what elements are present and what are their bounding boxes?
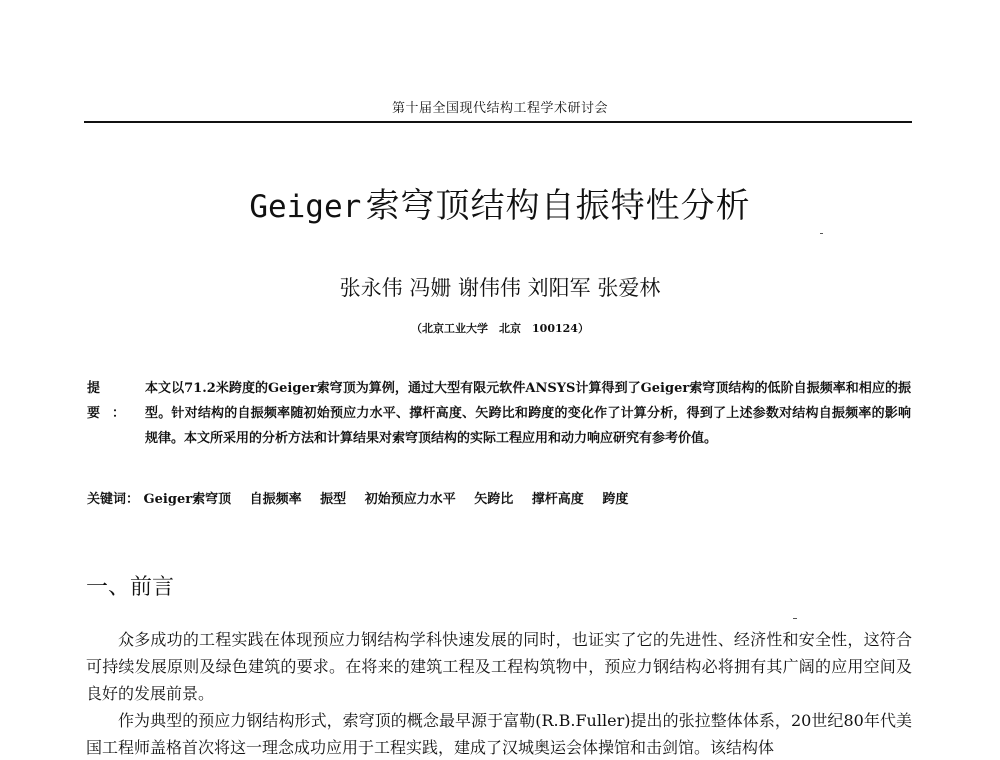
- header-rule: [84, 121, 912, 123]
- keyword: 自振频率: [249, 492, 302, 507]
- paper-title: [0, 178, 1000, 227]
- abstract-body: 本文以71.2米跨度的Geiger索穹顶为算例，通过大型有限元软件ANSYS计算得到了Geiger索穹顶结构的低阶自振频率和相应的振型。针对结构的自振频率随初始预应力水平、撑杆高度、矢跨比和跨度的变化作了计算分析，得到了上述参数对结构自振频率的影响规律。本文所采用的分析方法和计算结果对索穹顶结构的实际工程应用和动力响应研究有参考价值。: [145, 381, 911, 446]
- affiliation: （北京工业大学 北京 100124）: [411, 322, 589, 335]
- keyword: 跨度: [602, 492, 629, 507]
- abstract-label: 提 要：: [87, 381, 138, 421]
- keyword: Geiger索穹顶: [143, 492, 232, 507]
- title-chinese: 索穹顶结构自振特性分析: [365, 186, 751, 226]
- section-heading: 一、前言: [86, 575, 175, 600]
- keyword: 撑杆高度: [531, 492, 584, 507]
- author-list: 张永伟 冯姗 谢伟伟 刘阳军 张爱林: [339, 276, 661, 300]
- title-latin: Geiger: [249, 189, 362, 225]
- keywords: [87, 488, 911, 507]
- scan-speck: [820, 233, 823, 234]
- keyword: 矢跨比: [474, 492, 514, 507]
- running-head: 第十届全国现代结构工程学术研讨会: [391, 101, 608, 116]
- abstract: [87, 376, 911, 451]
- keyword: 振型: [320, 492, 347, 507]
- body-text: [86, 626, 912, 760]
- scan-speck: [793, 618, 797, 619]
- keyword: 初始预应力水平: [364, 492, 456, 507]
- keywords-label: 关键词：: [87, 492, 140, 507]
- body-paragraph: 众多成功的工程实践在体现预应力钢结构学科快速发展的同时，也证实了它的先进性、经济性和安全性，这符合可持续发展原则及绿色建筑的要求。在将来的建筑工程及工程构筑物中，预应力钢结构必将拥有其广阔的应用空间及良好的发展前景。: [86, 630, 912, 703]
- body-paragraph: 作为典型的预应力钢结构形式，索穹顶的概念最早源于富勒(R.B.Fuller)提出的张拉整体体系，20世纪80年代美国工程师盖格首次将这一理念成功应用于工程实践，建成了汉城奥运会体操馆和击剑馆。该结构体: [86, 711, 912, 757]
